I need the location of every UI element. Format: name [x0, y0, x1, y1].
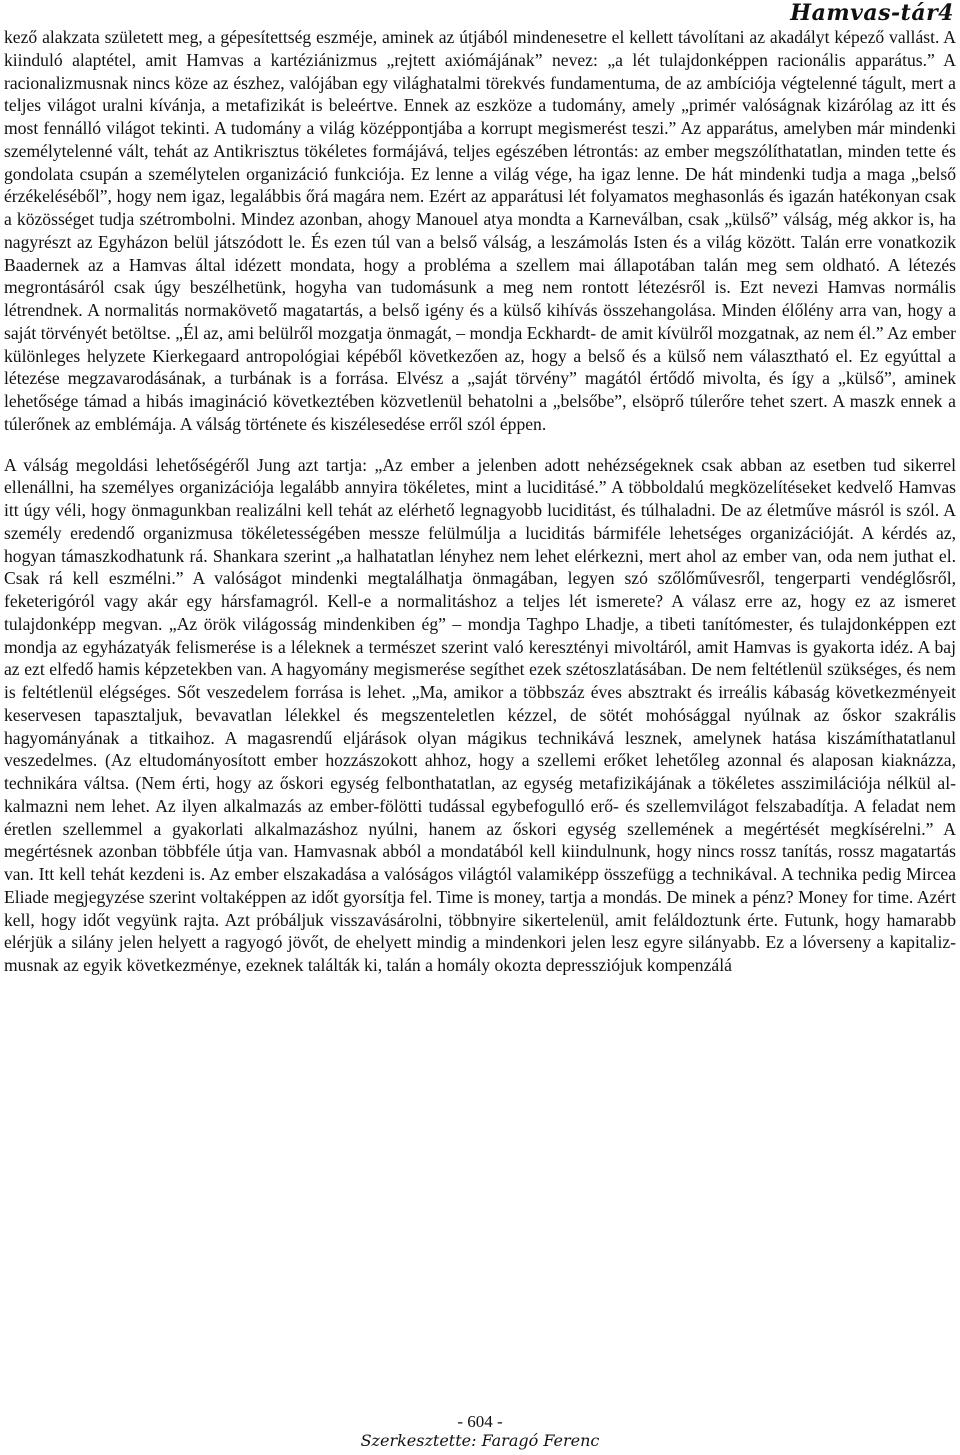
paragraph: A válság megoldási lehetőségéről Jung azt tartja: „Az ember a jelenben adott nehézségeknek csak abban az esetben tud sikerrel ellenállni, ha személyes organizációja legalább annyira tökéletes, mint a luciditásé.” A többoldalú megközelítéseket kedvelő Hamvas itt úgy véli, hogy önmagunkban realizálni kell tehát az elérhető legnagyobb luciditást, és túlhaladni. De az életműve másról is szól. A személy eredendő organizmusa tökéletességében messze felülmúlja a luciditás bármiféle lehetséges organizációját. A kérdés az, hogyan támaszkodhatunk rá. Shankara szerint „a halhatatlan lényhez nem lehet elérkezni, mert ahol az ember van, oda nem juthat el. Csak rá kell eszmélni.” A valóságot mindenki megtalálhatja önmagában, legyen szó szőlőművesről, tengerparti vendéglősről, feketerigóról vagy akár egy hársfamagról. Kell-e a normalitáshoz a teljes lét ismerete? A válasz erre az, hogy ez az ismeret tulajdonképp megvan. „Az örök világosság mindenkiben ég” – mondja Taghpo Lhadje, a tibeti tanítómester, és tulajdonképpen ezt mondja az egyházatyák felismerése is a léleknek a természet szerint való keresztényi mivoltáról, amit Hamvas is gyakorta idéz. A baj az ezt elfedő hamis képzetekben van. A hagyomány megismerése segíthet ezek szétoszlatásában. De nem feltétlenül szükséges, és nem is feltétlenül elégséges. Sőt veszedelem forrása is lehet. „Ma, amikor a többszáz éves absztrakt és irreális kábaság következményeit keservesen tapasztaljuk, bevavatlan lélekkel és megszenteletlen kézzel, de sötét mohósággal nyúlnak az őskor szakrális hagyományának a titkaihoz. A magasrendű eljárások olyan mágikus technikává lesznek, amelynek hatása kiszámíthatatlanul veszedelmes. (Az eltudományosított ember hozzászokott ahhoz, hogy a szellemi erőket lehetőleg azonnal és alaposan kiaknázza, technikára váltsa. (Nem érti, hogy az őskori egység felbonthatatlan, az egység metafizikájának a tökéletes asszimilációja nélkül alkalmazni nem lehet. Az ilyen alkalmazás az ember-fölötti tudással egybefogulló erő- és szellemvilágot felszabadítja. A feladat nem éretlen szellemmel a gyakorlati alkalmazáshoz nyúlni, hanem az őskori egység szellemének a megértését megkísérelni.” A megértésnek azonban többféle útja van. Hamvasnak abból a mondatából kell kiindulnunk, hogy nincs rossz tanítás, rossz magatartás van. Itt kell tehát kezdeni is. Az ember elszakadása a valóságos világtól valamiképp összefügg a technikával. A technika pedig Mircea Eliade megjegyzése szerint voltaképpen az időt gyorsítja fel. Time is money, tartja a mondás. De minek a pénz? Money for time. Azért kell, hogy időt vegyünk rajta. Azt próbáljuk visszavásárolni, többnyire sikertelenül, amit feláldoztunk érte. Futunk, hogy hamarabb elérjük a silány jelen helyett a ragyogó jövőt, de ehelyett mindig a mindenkori jelen lesz egyre silányabb. Ez a lóverseny a kapitalizmusnak az egyik következménye, ezeknek találták ki, talán a homály okozta depressziójuk kompenzálá — [4, 454, 956, 975]
page-number: - 604 - — [457, 1412, 503, 1431]
footer-editor-credit: Szerkesztette: Faragó Ferenc — [360, 1431, 600, 1450]
body-text — [4, 26, 956, 977]
paragraph: kező alakzata született meg, a gépesítettség eszméje, aminek az útjából mindenesetre el kellett távolítani az akadályt képező vallást. A kiinduló alaptétel, amit Hamvas a kartéziánizmus „rejtett axiómájának” nevez: „a lét tulajdonképpen racionális apparátus.” A racionalizmusnak nincs köze az észhez, valójában egy világhatalmi törekvés fundamentuma, de az ambíciója végtelenné tágult, mert a teljes világot uralni kívánja, a metafizikát is beleértve. Ennek az eszköze a tudomány, amely „primér valóságnak kizárólag az itt és most fennálló világot tekinti. A tudomány a világ középpontjába a korrupt megismerést teszi.” Az apparátus, amelyben már mindenki személytelenné vált, tehát az Antikrisztus tökéletes formájává, teljes egészében létrontás: az ember megszólíthatatlan, minden tette és gondolata csupán a személytelen organizáció funkciója. Ez lenne a világ vége, ha igaz lenne. De hát mindenki tudja a maga „belső érzékeléséből”, hogy nem igaz, legalábbis őrá magára nem. Ezért az apparátusi lét folyamatos meghasonlás és igazán hatékonyan csak a közösséget tudja szétrombolni. Mindez azonban, ahogy Manouel atya mondta a Karneválban, csak „külső” válság, még akkor is, ha nagyrészt az Egyházon belül játszódott le. És ezen túl van a belső válság, a leszámolás Isten és a világ között. Talán erre vonatkozik Baadernek az a Hamvas által idézett mondata, hogy a probléma a szellem mai állapotában talán meg sem oldható. A létezés megrontásáról csak úgy beszélhetünk, hogyha van tudomásunk a meg nem rontott létezésről is. Ezt nevezi Hamvas normális létrendnek. A normalitás normakövető magatartás, a belső igény és a külső kihívás összehangolása. Minden élőlény arra van, hogy a saját törvényét betöltse. „Él az, ami belülről mozgatja önmagát, – mondja Eckhardt- de amit kívülről mozgatnak, az nem él.” Az ember különleges helyzete Kierkegaard antropológiai képéből következően az, hogy a belső és a külső nem választható el. Ez egyúttal a létezése megzavarodásának, a turbának is a forrása. Elvész a „saját törvény” magától értődő mivolta, és így a „külső”, aminek lehetősége támad a hibás imagináció következtében közvetlenül behatolni a „belsőbe”, elsöprő túlerőre tehet szert. A maszk ennek a túlerőnek az emblémája. A válság története és kiszélesedése erről szól éppen. — [4, 27, 956, 434]
running-header-title: Hamvas-tár4 — [790, 0, 954, 26]
